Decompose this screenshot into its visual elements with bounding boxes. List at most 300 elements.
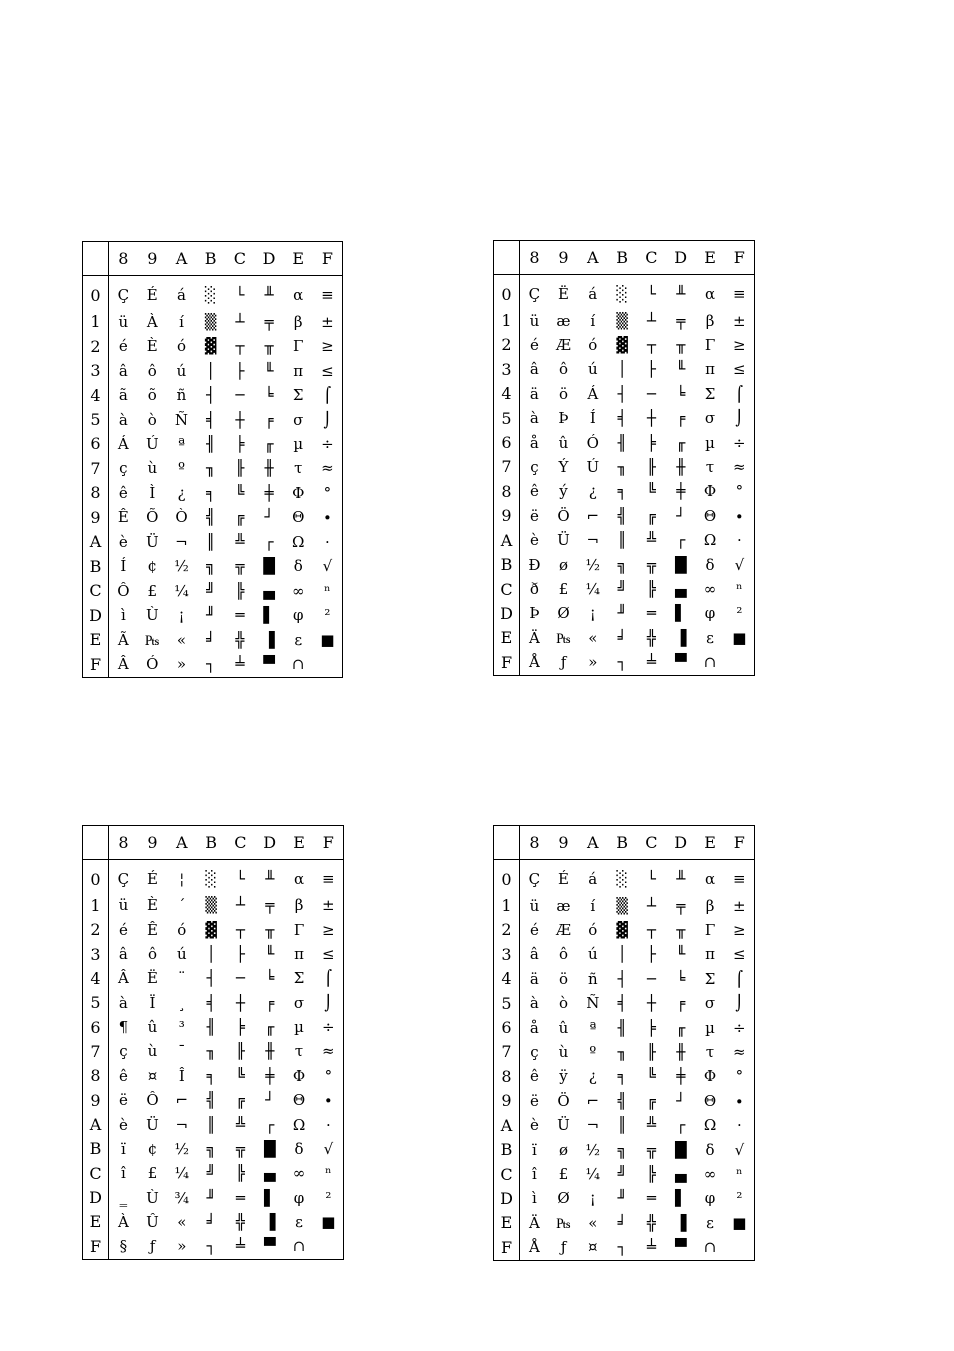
column-header: E xyxy=(695,241,724,275)
character-cell: ñ xyxy=(587,969,598,988)
character-cell: ú xyxy=(587,945,598,964)
character-cell: ╨ xyxy=(676,285,686,304)
character-cell: ╪ xyxy=(676,1067,686,1086)
character-cell: ╛ xyxy=(206,1212,216,1231)
character-cell: ≥ xyxy=(733,335,746,354)
character-cell: ░ xyxy=(204,286,217,305)
character-cell: ╪ xyxy=(676,482,686,501)
character-cell: ê xyxy=(529,1067,539,1086)
character-cell: Ü xyxy=(146,1115,159,1134)
row-header: 5 xyxy=(494,406,520,430)
character-cell: è xyxy=(529,531,539,550)
character-cell: ⁿ xyxy=(736,580,743,598)
character-cell: ╩ xyxy=(235,532,245,551)
character-cell: Ê xyxy=(146,920,158,939)
row-header: 3 xyxy=(83,359,109,383)
character-cell: ┤ xyxy=(206,386,216,405)
character-cell: Ä xyxy=(528,1213,540,1232)
character-cell: ─ xyxy=(646,969,656,988)
character-cell: ╖ xyxy=(206,1042,216,1061)
table-row xyxy=(83,579,342,603)
character-cell: ¡ xyxy=(589,1189,596,1208)
column-header: 9 xyxy=(138,826,167,860)
column-header-row xyxy=(494,826,754,860)
character-cell: ≡ xyxy=(321,286,334,305)
character-cell: ó xyxy=(588,920,598,939)
character-cell: ╥ xyxy=(676,920,686,939)
character-cell: ┤ xyxy=(206,969,216,988)
table-row xyxy=(494,1187,754,1211)
character-cell: ╫ xyxy=(265,1042,275,1061)
character-cell: ╙ xyxy=(265,945,275,964)
row-header: 3 xyxy=(83,942,109,966)
character-cell: ð xyxy=(529,580,539,598)
character-cell: α xyxy=(293,286,304,305)
character-cell: ▒ xyxy=(204,312,217,331)
character-cell: ╢ xyxy=(617,1018,627,1037)
column-header-row xyxy=(83,826,343,860)
character-cell: ÷ xyxy=(322,1018,335,1037)
character-cell: ä xyxy=(529,969,539,988)
character-cell: ▄ xyxy=(674,580,687,598)
row-header: C xyxy=(83,579,109,603)
character-cell: ¬ xyxy=(586,1116,600,1135)
character-cell: ¾ xyxy=(174,1188,190,1207)
table-row xyxy=(83,432,342,456)
character-cell: ê xyxy=(529,482,539,501)
character-cell: ¼ xyxy=(174,581,189,600)
character-cell: ═ xyxy=(646,1189,656,1208)
character-cell: ∙ xyxy=(323,508,332,527)
character-cell: ∞ xyxy=(703,580,717,598)
character-cell: ¢ xyxy=(147,1139,158,1158)
character-cell: Ç xyxy=(528,285,541,304)
character-cell: ┘ xyxy=(676,1091,686,1110)
character-cell: ô xyxy=(558,360,568,379)
column-header-row xyxy=(494,241,754,275)
row-header: D xyxy=(83,604,109,628)
column-header: C xyxy=(225,242,254,276)
character-cell: ÷ xyxy=(733,1018,746,1037)
character-cell: ù xyxy=(558,1042,569,1061)
character-cell: ╦ xyxy=(235,557,245,576)
character-cell: â xyxy=(118,945,128,964)
character-cell: ▌ xyxy=(674,604,687,623)
character-cell: ╝ xyxy=(617,1165,627,1183)
character-cell: ² xyxy=(736,1189,743,1208)
character-cell: ╤ xyxy=(264,312,274,331)
row-header: 5 xyxy=(494,991,520,1015)
character-cell: Ü xyxy=(557,1116,570,1135)
character-cell: ≥ xyxy=(321,337,334,356)
column-header: A xyxy=(167,242,196,276)
character-cell: á xyxy=(588,870,598,889)
character-cell: Ó xyxy=(146,655,159,674)
character-cell: é xyxy=(118,920,128,939)
character-cell: ╘ xyxy=(676,969,686,988)
table-row xyxy=(494,991,754,1015)
character-cell: τ xyxy=(705,1042,715,1061)
character-cell: è xyxy=(118,532,128,551)
character-cell: ┘ xyxy=(264,508,274,527)
character-cell: Θ xyxy=(703,1091,717,1110)
character-cell: ¡ xyxy=(589,604,596,623)
character-cell: ≥ xyxy=(733,920,746,939)
row-header: F xyxy=(494,651,520,675)
character-cell: ╬ xyxy=(646,1213,656,1232)
character-cell: Ç xyxy=(528,870,541,889)
column-header: F xyxy=(314,826,343,860)
corner-cell xyxy=(83,242,109,276)
character-cell: π xyxy=(705,945,715,964)
character-cell: Á xyxy=(117,434,129,453)
table-row xyxy=(83,457,342,481)
table-row xyxy=(83,555,342,579)
character-cell: ‗ xyxy=(119,1188,128,1207)
character-cell: ╚ xyxy=(646,482,656,501)
character-cell: ¼ xyxy=(585,1165,601,1183)
character-cell: ╛ xyxy=(206,630,216,649)
character-cell: ╘ xyxy=(265,969,275,988)
row-header: 7 xyxy=(83,1040,109,1064)
table-row xyxy=(83,1137,343,1161)
character-cell: Φ xyxy=(292,1066,306,1085)
row-header: 1 xyxy=(494,894,520,918)
character-cell: ╟ xyxy=(646,1042,656,1061)
character-cell: ┐ xyxy=(617,1238,627,1257)
character-cell: ┴ xyxy=(235,896,245,915)
code-page-table-bottom-left xyxy=(82,825,344,1260)
table-row xyxy=(494,358,754,382)
column-header: A xyxy=(167,826,196,860)
character-cell: │ xyxy=(206,361,216,380)
character-cell: ⌡ xyxy=(323,410,332,429)
character-cell: δ xyxy=(705,555,715,574)
character-cell: ¤ xyxy=(588,1238,598,1257)
character-cell: δ xyxy=(705,1140,715,1159)
column-header: 8 xyxy=(109,242,138,276)
character-cell: ║ xyxy=(617,1116,627,1135)
character-cell: ▐ xyxy=(263,630,275,649)
table-row xyxy=(83,991,343,1015)
character-cell: ╠ xyxy=(646,580,656,598)
code-page-table-top-right xyxy=(493,240,755,676)
character-cell: ∙ xyxy=(735,1091,744,1110)
character-cell: ╥ xyxy=(676,335,686,354)
character-cell: Ü xyxy=(557,531,570,550)
character-cell: ó xyxy=(588,335,598,354)
character-cell: σ xyxy=(293,410,304,429)
column-header-row xyxy=(83,242,342,276)
character-cell: ╒ xyxy=(676,994,686,1013)
column-header: 9 xyxy=(138,242,167,276)
character-cell: » xyxy=(588,653,598,672)
column-header: E xyxy=(695,826,724,860)
character-grid xyxy=(83,826,343,1259)
table-row xyxy=(83,1088,343,1112)
character-cell: ≡ xyxy=(322,870,335,889)
corner-cell xyxy=(494,826,520,860)
character-cell: └ xyxy=(235,286,245,305)
character-cell: π xyxy=(293,361,304,380)
character-cell: Æ xyxy=(555,920,571,939)
character-cell: · xyxy=(736,531,742,550)
row-header: 8 xyxy=(83,1064,109,1088)
character-cell: à xyxy=(529,409,539,428)
character-cell: ├ xyxy=(235,945,245,964)
character-cell: ▄ xyxy=(263,1164,276,1183)
character-cell: ┼ xyxy=(235,410,245,429)
character-cell: ┬ xyxy=(646,335,656,354)
character-cell: ù xyxy=(147,1042,158,1061)
character-cell: í xyxy=(590,896,596,915)
character-cell: φ xyxy=(704,604,716,623)
row-header: A xyxy=(494,528,520,552)
character-cell: ≤ xyxy=(322,945,335,964)
character-cell: ∩ xyxy=(703,1238,717,1257)
character-cell: ▀ xyxy=(263,655,275,674)
character-cell: ₧ xyxy=(556,1213,571,1232)
character-cell: ┌ xyxy=(676,1116,686,1135)
character-cell: ┐ xyxy=(617,653,627,672)
character-cell: ░ xyxy=(616,870,628,889)
character-cell: ╦ xyxy=(646,555,656,574)
character-cell: Γ xyxy=(704,920,716,939)
character-cell: Â xyxy=(117,969,129,988)
character-cell: ╧ xyxy=(646,1238,656,1257)
character-cell: ░ xyxy=(616,285,628,304)
character-cell: ½ xyxy=(174,1139,190,1158)
character-cell: ▄ xyxy=(263,581,275,600)
character-cell: Ñ xyxy=(174,410,189,429)
character-cell: õ xyxy=(147,386,157,405)
character-cell: â xyxy=(118,361,128,380)
character-cell: ≥ xyxy=(322,920,335,939)
character-cell: Ç xyxy=(117,870,130,889)
character-cell: δ xyxy=(294,1139,304,1158)
character-cell: ▒ xyxy=(616,311,628,330)
character-cell: Ð xyxy=(528,555,541,574)
character-cell: ╣ xyxy=(206,508,216,527)
character-cell: ╤ xyxy=(676,896,686,915)
character-cell: á xyxy=(588,285,598,304)
row-header: F xyxy=(494,1236,520,1260)
character-cell: ║ xyxy=(206,532,216,551)
character-cell: ⌐ xyxy=(175,1091,189,1110)
character-cell: ± xyxy=(733,896,746,915)
table-row xyxy=(83,1113,343,1137)
table-row xyxy=(83,506,342,530)
row-header: 6 xyxy=(83,1015,109,1039)
character-cell: ⁿ xyxy=(736,1165,743,1183)
character-cell: ã xyxy=(118,386,128,405)
character-cell: ¬ xyxy=(175,1115,189,1134)
row-header: C xyxy=(83,1162,109,1186)
character-cell: ▒ xyxy=(205,896,217,915)
character-cell: Ú xyxy=(145,434,159,453)
character-cell: ▓ xyxy=(205,920,217,939)
corner-cell xyxy=(83,826,109,860)
character-cell: ç xyxy=(119,1042,128,1061)
character-cell: » xyxy=(177,1237,187,1256)
character-cell: ╙ xyxy=(264,361,274,380)
character-cell: Á xyxy=(587,384,599,403)
character-cell: é xyxy=(529,335,539,354)
column-header: A xyxy=(578,826,607,860)
table-row xyxy=(83,1015,343,1039)
character-cell: ∩ xyxy=(703,653,717,672)
column-header: E xyxy=(284,242,313,276)
table-row xyxy=(83,334,342,358)
character-cell: √ xyxy=(734,555,745,574)
row-header: 7 xyxy=(494,1040,520,1064)
row-header: 5 xyxy=(83,408,109,432)
character-cell: α xyxy=(704,870,716,889)
code-page-table-bottom-right xyxy=(493,825,755,1261)
table-row xyxy=(83,310,342,334)
column-header: D xyxy=(666,241,695,275)
character-cell: ╓ xyxy=(676,1018,686,1037)
character-cell: ô xyxy=(147,945,157,964)
character-cell: Γ xyxy=(293,920,305,939)
character-cell: ε xyxy=(706,628,714,647)
character-cell: ─ xyxy=(235,969,245,988)
row-header: 8 xyxy=(83,481,109,505)
character-cell: φ xyxy=(292,606,304,625)
column-header: B xyxy=(196,242,225,276)
character-cell: ╟ xyxy=(646,457,656,476)
column-header: F xyxy=(725,826,754,860)
character-cell: ▒ xyxy=(616,896,628,915)
character-cell: ½ xyxy=(585,1140,601,1159)
character-cell: ₧ xyxy=(556,628,571,647)
character-cell: ü xyxy=(118,312,129,331)
row-header: 9 xyxy=(83,1088,109,1112)
character-cell: ╜ xyxy=(617,1189,627,1208)
character-cell: ¤ xyxy=(147,1066,158,1085)
character-cell: ¡ xyxy=(178,606,185,625)
character-cell: ╞ xyxy=(646,433,656,452)
character-cell: Ô xyxy=(117,581,130,600)
character-cell: ▓ xyxy=(616,335,628,354)
character-cell: Ù xyxy=(145,606,159,625)
character-cell: π xyxy=(294,945,304,964)
character-cell: í xyxy=(590,311,596,330)
character-cell: τ xyxy=(294,459,303,478)
character-cell: £ xyxy=(147,581,158,600)
character-cell: ╕ xyxy=(206,1066,216,1085)
table-row xyxy=(83,894,343,918)
character-cell: ë xyxy=(529,1091,539,1110)
row-header: 4 xyxy=(494,967,520,991)
table-row xyxy=(494,1162,754,1186)
character-cell: σ xyxy=(704,994,716,1013)
character-cell: ┘ xyxy=(676,506,686,525)
character-cell: ú xyxy=(587,360,598,379)
character-cell: ╔ xyxy=(646,1091,656,1110)
character-grid xyxy=(83,242,342,677)
character-cell: ∙ xyxy=(324,1091,333,1110)
character-cell: » xyxy=(176,655,187,674)
character-cell: £ xyxy=(147,1164,158,1183)
character-cell: ╨ xyxy=(676,870,686,889)
row-header: E xyxy=(83,628,109,652)
row-header: 2 xyxy=(494,918,520,942)
character-cell: █ xyxy=(263,557,275,576)
character-cell: ═ xyxy=(646,604,656,623)
character-cell: ┬ xyxy=(235,920,245,939)
row-header: 1 xyxy=(494,309,520,333)
character-cell: à xyxy=(118,993,128,1012)
character-cell: æ xyxy=(556,896,571,915)
character-cell: ▌ xyxy=(263,1188,276,1207)
row-header: 6 xyxy=(83,432,109,456)
character-cell: ╓ xyxy=(264,434,274,453)
character-cell: ∩ xyxy=(292,1237,306,1256)
character-cell: ⌐ xyxy=(586,506,600,525)
character-cell: ° xyxy=(324,1066,333,1085)
character-cell: ╓ xyxy=(265,1018,275,1037)
character-cell: È xyxy=(146,896,158,915)
table-row xyxy=(494,309,754,333)
character-cell: Ó xyxy=(586,433,599,452)
row-header: E xyxy=(494,626,520,650)
table-row xyxy=(494,918,754,942)
character-cell: δ xyxy=(293,557,303,576)
character-cell: Ï xyxy=(149,993,156,1012)
character-cell: Î xyxy=(178,1066,185,1085)
character-cell: · xyxy=(325,532,330,551)
character-cell: √ xyxy=(322,557,333,576)
row-header: 6 xyxy=(494,1016,520,1040)
row-header: 3 xyxy=(494,358,520,382)
character-cell: ∞ xyxy=(291,581,305,600)
character-cell: ç xyxy=(119,459,128,478)
character-cell: ÷ xyxy=(321,434,334,453)
character-cell: · xyxy=(736,1116,742,1135)
row-header: 3 xyxy=(494,943,520,967)
character-cell: ╞ xyxy=(235,1018,245,1037)
corner-cell xyxy=(494,241,520,275)
character-cell: α xyxy=(293,870,305,889)
character-cell: ε xyxy=(294,630,303,649)
row-header: F xyxy=(83,1235,109,1259)
column-header: F xyxy=(313,242,342,276)
character-cell: ⌐ xyxy=(586,1091,600,1110)
character-cell: ╦ xyxy=(646,1140,656,1159)
table-row xyxy=(494,528,754,552)
character-cell: ¢ xyxy=(147,557,158,576)
row-header: B xyxy=(83,1137,109,1161)
table-row xyxy=(83,604,342,628)
character-cell: ╣ xyxy=(617,1091,627,1110)
character-cell: ñ xyxy=(176,386,187,405)
character-cell: ╚ xyxy=(235,1066,245,1085)
character-cell: Φ xyxy=(703,482,717,501)
character-cell: ┴ xyxy=(646,311,656,330)
row-header: C xyxy=(494,1162,520,1186)
character-cell: ╔ xyxy=(646,506,656,525)
character-cell: ╝ xyxy=(206,581,216,600)
character-cell: ╖ xyxy=(206,459,216,478)
character-cell: Þ xyxy=(529,604,540,623)
table-row xyxy=(83,383,342,407)
character-cell: ╒ xyxy=(676,409,686,428)
character-cell: ù xyxy=(147,459,158,478)
character-cell: ƒ xyxy=(560,653,567,672)
character-cell: ƒ xyxy=(149,1237,156,1256)
character-cell: ╨ xyxy=(265,870,275,889)
